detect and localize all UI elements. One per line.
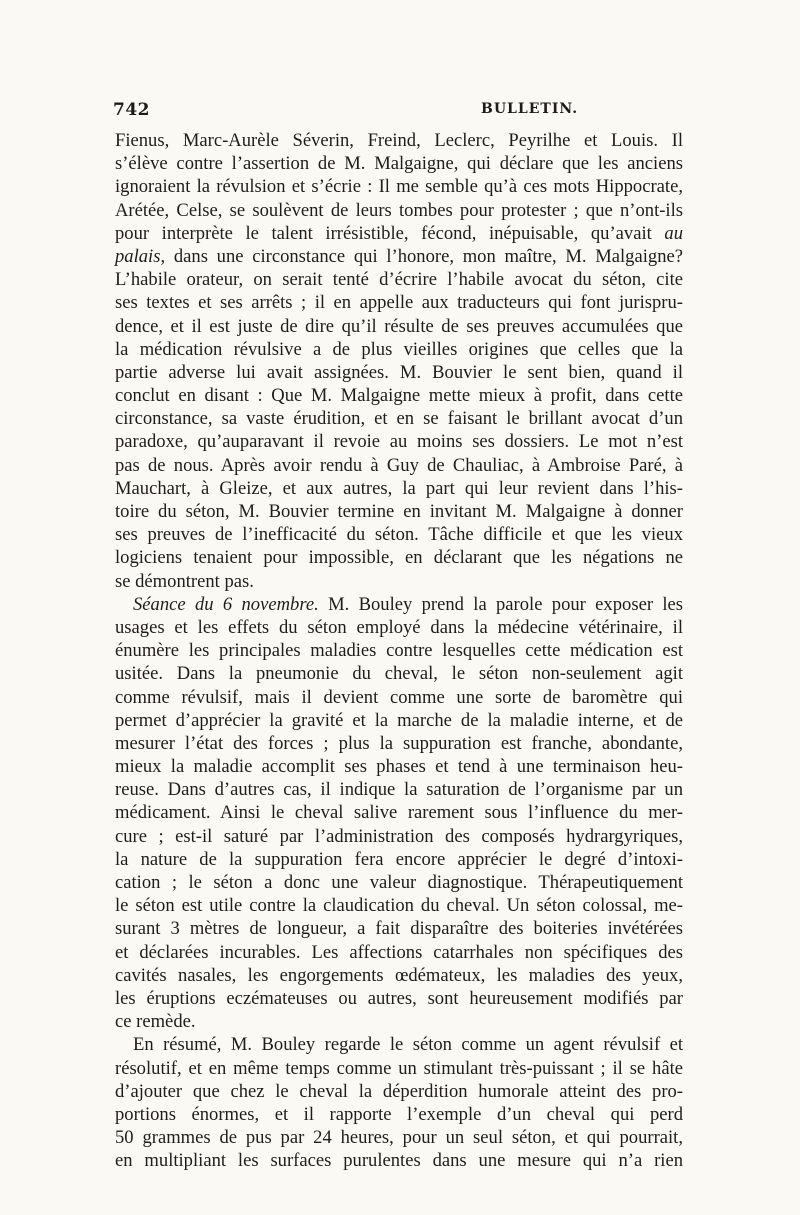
running-head: BULLETIN. [481, 101, 579, 117]
text-line: le séton est utile contre la claudication du cheval. Un séton colossal, me- [115, 895, 683, 917]
text-line: mieux la maladie accomplit ses phases et tend à une terminaison heu- [115, 756, 683, 778]
text-line: permet d’apprécier la gravité et la marche de la maladie interne, et de [115, 709, 683, 731]
text-line: Fienus, Marc-Aurèle Séverin, Freind, Leclerc, Peyrilhe et Louis. Il [115, 130, 683, 151]
page-number: 742 [113, 100, 150, 120]
text-line: ses preuves de l’inefficacité du séton. Tâche difficile et que les vieux [115, 524, 683, 546]
text-segment: pour interprète le talent irrésistible, fécond, inépuisable, qu’avait [115, 222, 652, 244]
text-line: usages et les effets du séton employé dans la médecine vétérinaire, il [115, 616, 683, 638]
text-line: toire du séton, M. Bouvier termine en invitant M. Malgaigne à donner [115, 501, 683, 522]
text-line: résolutif, et en même temps comme un stimulant très-puissant ; il se hâte [115, 1057, 683, 1079]
text-line: les éruptions eczémateuses ou autres, sont heureusement modifiés par [115, 987, 683, 1009]
text-line [115, 222, 683, 245]
text-line: Arétée, Celse, se soulèvent de leurs tombes pour protester ; que n’ont-ils [115, 199, 683, 221]
text-line: pas de nous. Après avoir rendu à Guy de Chauliac, à Ambroise Paré, à [115, 454, 683, 476]
text-line: comme révulsif, mais il devient comme une sorte de baromètre qui [115, 686, 683, 708]
text-line: ignoraient la révulsion et s’écrie : Il me semble qu’à ces mots Hippocrate, [115, 176, 683, 198]
text-line: et déclarées incurables. Les affections catarrhales non spécifiques des [115, 941, 683, 963]
text-line: cation ; le séton a donc une valeur diagnostique. Thérapeutiquement [115, 872, 683, 893]
italic-text: Séance du 6 novembre. [133, 593, 319, 615]
text-line: d’ajouter que chez le cheval la déperdition humorale atteint des pro- [115, 1080, 683, 1102]
text-segment: dans une circonstance qui l’honore, mon maître, M. Malgaigne? [173, 245, 684, 267]
body-text [115, 129, 683, 1172]
text-line: usitée. Dans la pneumonie du cheval, le séton non-seulement agit [115, 663, 683, 685]
text-line: la nature de la suppuration fera encore apprécier le degré d’intoxi- [115, 848, 683, 870]
text-line: conclut en disant : Que M. Malgaigne mette mieux à profit, dans cette [115, 385, 683, 407]
text-line: dence, et il est juste de dire qu’il résulte de ses preuves accumulées que [115, 315, 683, 337]
text-line [115, 593, 683, 616]
text-line: L’habile orateur, on serait tenté d’écrire l’habile avocat du séton, cite [115, 269, 683, 291]
italic-text: palais, [115, 245, 166, 267]
text-line: la médication révulsive a de plus vieilles origines que celles que la [115, 338, 683, 360]
text-line: logiciens tenaient pour impossible, en déclarant que les négations ne [115, 547, 683, 569]
text-line: portions énormes, et il rapporte l’exemple d’un cheval qui perd [115, 1103, 683, 1125]
text-line: surant 3 mètres de longueur, a fait disparaître des boiteries invétérées [115, 918, 683, 940]
text-line: cure ; est-il saturé par l’administration des composés hydrargyriques, [115, 825, 683, 847]
text-line [115, 245, 683, 268]
italic-text: au [664, 222, 683, 244]
text-line: partie adverse lui avait assignées. M. Bouvier le sent bien, quand il [115, 361, 683, 383]
text-line: énumère les principales maladies contre lesquelles cette médication est [115, 640, 683, 662]
text-segment: M. Bouley prend la parole pour exposer les [328, 593, 683, 615]
text-line: 50 grammes de pus par 24 heures, pour un seul séton, et qui pourrait, [115, 1127, 683, 1149]
text-line: En résumé, M. Bouley regarde le séton comme un agent révulsif et [133, 1034, 683, 1056]
text-line: mesurer l’état des forces ; plus la suppuration est franche, abondante, [115, 732, 683, 754]
text-line: médicament. Ainsi le cheval salive rarement sous l’influence du mer- [115, 802, 683, 824]
text-line: circonstance, sa vaste érudition, et en se faisant le brillant avocat d’un [115, 408, 683, 430]
text-line: ses textes et ses arrêts ; il en appelle aux traducteurs qui font jurispru- [115, 292, 683, 314]
text-line: se démontrent pas. [115, 570, 254, 592]
text-line: ce remède. [115, 1011, 196, 1033]
text-line: s’élève contre l’assertion de M. Malgaigne, qui déclare que les anciens [115, 153, 683, 175]
text-line: paradoxe, qu’auparavant il revoie au moins ses dossiers. Le mot n’est [115, 431, 683, 453]
text-line: reuse. Dans d’autres cas, il indique la saturation de l’organisme par un [115, 779, 683, 801]
text-line: en multipliant les surfaces purulentes dans une mesure qui n’a rien [115, 1150, 683, 1172]
text-line: Mauchart, à Gleize, et aux autres, la part qui leur revient dans l’his- [115, 477, 683, 499]
page-header [113, 100, 683, 122]
text-line: cavités nasales, les engorgements œdémateux, les maladies des yeux, [115, 964, 683, 986]
